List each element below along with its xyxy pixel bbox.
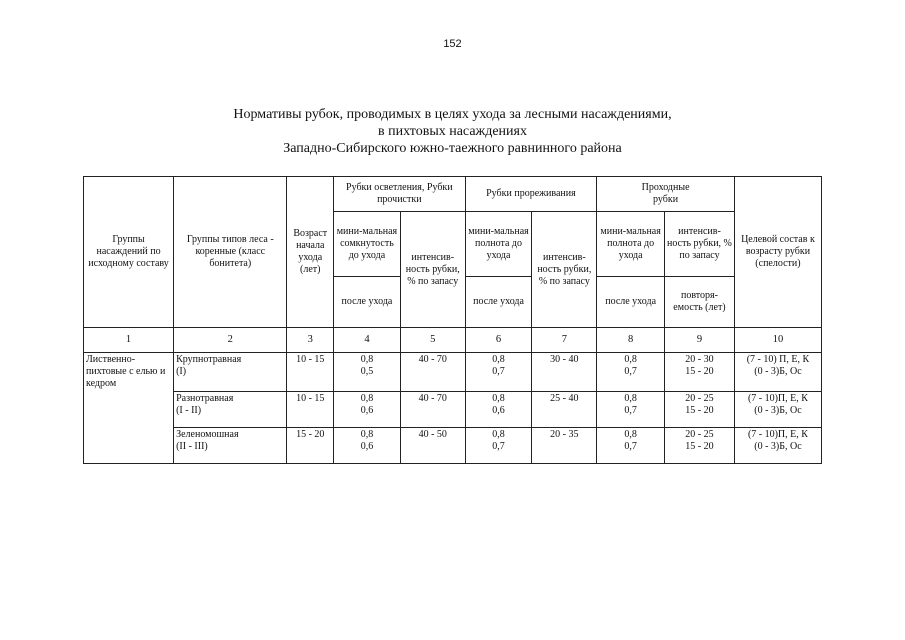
start-age: 10 - 15 [287, 353, 334, 392]
density-after: 0,6 [360, 440, 374, 452]
table-row [84, 353, 822, 392]
column-number: 6 [465, 328, 532, 353]
passage-intensity-cell [665, 391, 735, 427]
density-after: 0,5 [360, 366, 374, 377]
column-number: 10 [734, 328, 821, 353]
thinning-density-after: 0,7 [492, 366, 505, 377]
table-row [84, 427, 822, 463]
start-age: 15 - 20 [287, 427, 334, 463]
thinning-density-cell [465, 427, 532, 463]
passage-intensity-cell [665, 427, 735, 463]
target-composition-minor: (0 - 3)Б, Ос [754, 404, 802, 416]
clearing-intensity: 40 - 70 [400, 353, 465, 392]
thinning-density-cell [465, 353, 532, 392]
header-col-5: интенсив-ность рубки, % по запасу [400, 212, 465, 328]
stand-group-name: Лиственно-пихтовые с елью и кедром [84, 353, 174, 392]
column-number: 3 [287, 328, 334, 353]
passage-intensity: 20 - 25 [685, 428, 714, 440]
stand-group-empty [84, 427, 174, 463]
passage-density-before: 0,8 [624, 428, 637, 440]
passage-density-after: 0,7 [624, 366, 637, 377]
stand-group-empty [84, 391, 174, 427]
passage-density-after: 0,7 [624, 404, 637, 416]
column-number: 1 [84, 328, 174, 353]
header-col-4-top: мини-мальная сомкнутость до ухода [334, 212, 401, 277]
passage-density-before: 0,8 [624, 392, 637, 404]
thinning-density-after: 0,7 [492, 440, 505, 452]
column-number: 9 [665, 328, 735, 353]
forest-type-name: Разнотравная [176, 392, 234, 404]
header-col-1: Группы насаждений по исходному составу [84, 177, 174, 328]
density-before: 0,8 [360, 392, 374, 404]
header-row-1 [84, 177, 822, 212]
target-composition-cell [734, 391, 821, 427]
header-col-9-bottom: повторя-емость (лет) [665, 277, 735, 328]
forest-type-cell [174, 353, 287, 392]
thinning-density-before: 0,8 [492, 354, 505, 365]
header-group-thinning: Рубки прореживания [465, 177, 597, 212]
column-number: 2 [174, 328, 287, 353]
passage-intensity: 20 - 30 [685, 354, 714, 365]
passage-intensity-cell [665, 353, 735, 392]
density-cell [334, 353, 401, 392]
page-number: 152 [443, 38, 462, 50]
density-before: 0,8 [360, 354, 374, 365]
header-col-3: Возраст начала ухода (лет) [287, 177, 334, 328]
passage-density-cell [597, 353, 665, 392]
density-cell [334, 427, 401, 463]
passage-density-after: 0,7 [624, 440, 637, 452]
thinning-density-cell [465, 391, 532, 427]
thinning-density-before: 0,8 [492, 392, 505, 404]
title-line-2: в пихтовых насаждениях [378, 124, 527, 139]
target-composition-main: (7 - 10) П, Е, К [746, 354, 810, 365]
table-row [84, 391, 822, 427]
column-number: 5 [400, 328, 465, 353]
document-title [0, 106, 905, 157]
header-group-passage [597, 177, 735, 212]
target-composition-cell [734, 427, 821, 463]
forest-type-class: (I - II) [176, 404, 202, 416]
thinning-intensity: 25 - 40 [532, 391, 597, 427]
start-age: 10 - 15 [287, 391, 334, 427]
column-number-row [84, 328, 822, 353]
thinning-intensity: 20 - 35 [532, 427, 597, 463]
norms-table [83, 176, 822, 464]
passage-density-cell [597, 391, 665, 427]
thinning-density-after: 0,6 [492, 404, 505, 416]
passage-density-cell [597, 427, 665, 463]
title-line-1: Нормативы рубок, проводимых в целях ухода за лесными насаждениями, [233, 107, 672, 122]
header-col-6-bottom: после ухода [465, 277, 532, 328]
header-col-7: интенсив-ность рубки, % по запасу [532, 212, 597, 328]
column-number: 8 [597, 328, 665, 353]
passage-density-before: 0,8 [624, 354, 637, 365]
header-col-8-top: мини-мальная полнота до ухода [597, 212, 665, 277]
forest-type-cell [174, 427, 287, 463]
target-composition-cell [734, 353, 821, 392]
header-col-9-top: интенсив-ность рубки, % по запасу [665, 212, 735, 277]
passage-repeat: 15 - 20 [685, 404, 714, 416]
header-col-4-bottom: после ухода [334, 277, 401, 328]
header-col-2: Группы типов леса - коренные (класс бонитета) [174, 177, 287, 328]
forest-type-name: Зеленомошная [176, 428, 239, 440]
passage-intensity: 20 - 25 [685, 392, 714, 404]
passage-repeat: 15 - 20 [685, 366, 714, 377]
density-cell [334, 391, 401, 427]
forest-type-cell [174, 391, 287, 427]
clearing-intensity: 40 - 50 [400, 427, 465, 463]
target-composition-minor: (0 - 3)Б, Ос [754, 440, 802, 452]
density-before: 0,8 [360, 428, 374, 440]
target-composition-main: (7 - 10)П, Е, К [747, 428, 808, 440]
forest-type-name: Крупнотравная [176, 354, 242, 365]
clearing-intensity: 40 - 70 [400, 391, 465, 427]
thinning-density-before: 0,8 [492, 428, 505, 440]
title-line-3: Западно-Сибирского южно-таежного равнинного района [283, 141, 622, 156]
forest-type-class: (II - III) [176, 440, 208, 452]
header-group-passage-line-1: Проходные [641, 182, 690, 193]
target-composition-minor: (0 - 3)Б, Ос [754, 366, 802, 377]
header-col-10: Целевой состав к возрасту рубки (спелости) [734, 177, 821, 328]
column-number: 7 [532, 328, 597, 353]
passage-repeat: 15 - 20 [685, 440, 714, 452]
thinning-intensity: 30 - 40 [532, 353, 597, 392]
header-group-passage-line-2: рубки [653, 194, 679, 205]
header-group-clearing: Рубки осветления, Рубки прочистки [334, 177, 466, 212]
column-number: 4 [334, 328, 401, 353]
target-composition-main: (7 - 10)П, Е, К [747, 392, 808, 404]
header-col-6-top: мини-мальная полнота до ухода [465, 212, 532, 277]
forest-type-class: (I) [176, 366, 187, 377]
header-col-8-bottom: после ухода [597, 277, 665, 328]
density-after: 0,6 [360, 404, 374, 416]
